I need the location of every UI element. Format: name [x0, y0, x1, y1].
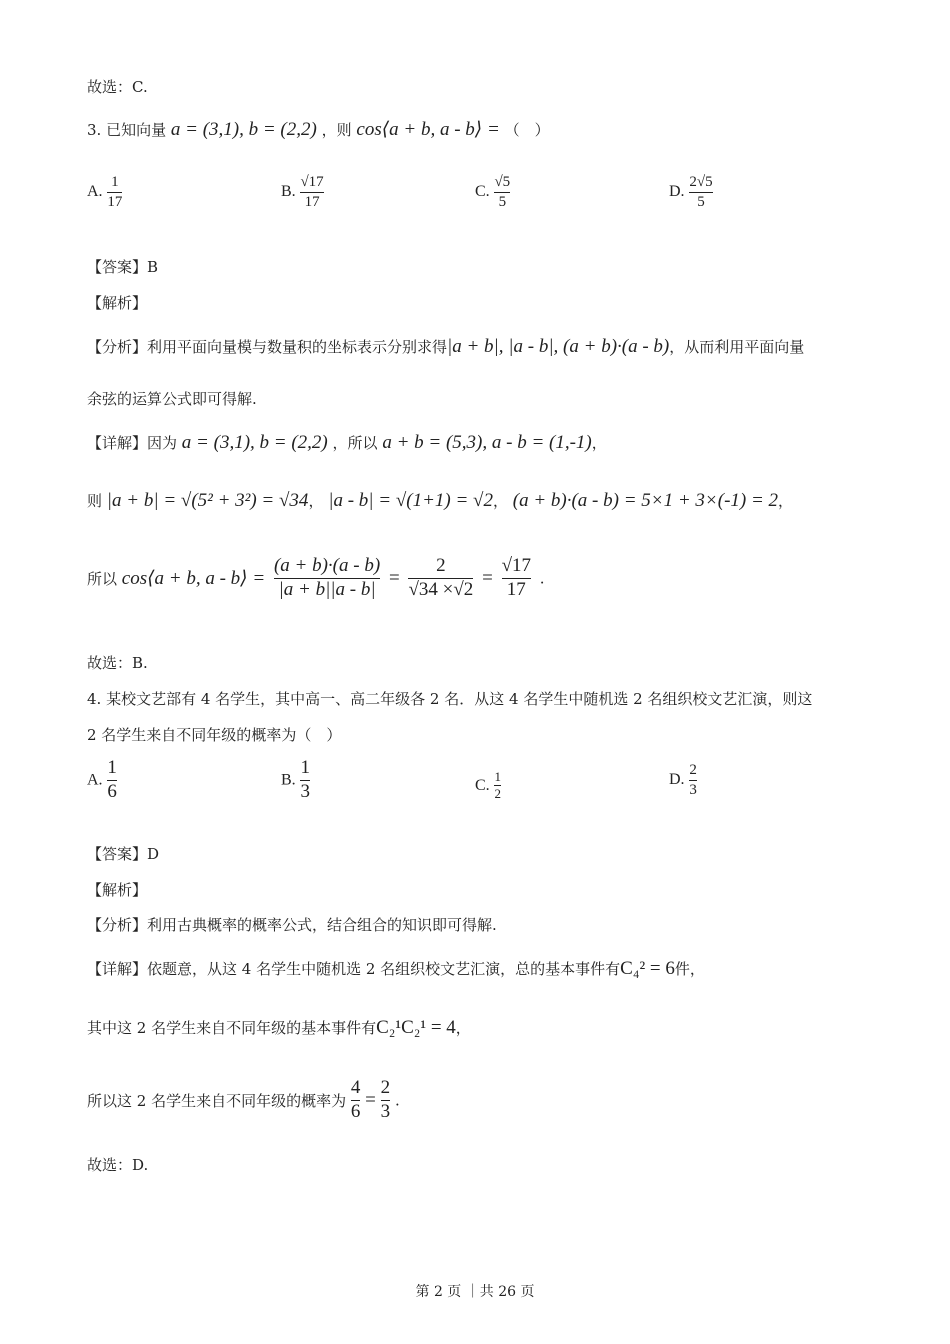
q4-c21: C₂¹C₂¹ = 4 — [376, 1017, 456, 1038]
q3-number: 3. 已知向量 — [87, 121, 167, 139]
q3-mod1: |a + b| = √(5² + 3²) = √34 — [106, 490, 309, 511]
option-fraction: $\frac{1}{17}$ — [107, 174, 123, 210]
q4-prob-frac1: $\frac{4}{6}$ — [350, 1077, 361, 1122]
q4-detail-text2: 件， — [674, 960, 705, 978]
q3-option-a — [87, 174, 122, 210]
q3-jiexi: 【解析】 — [87, 294, 148, 312]
q3-detail-text: 【详解】因为 — [87, 434, 178, 452]
q3-option-b — [281, 174, 324, 210]
option-fraction: $\frac{1}{6}$ — [107, 757, 117, 802]
q3-detail-sum: a + b = (5,3), a - b = (1,-1) — [382, 432, 592, 453]
q3-analysis-text: 【分析】利用平面向量模与数量积的坐标表示分别求得 — [87, 338, 448, 356]
page-footer: 第 2 页 ｜共 26 页 — [415, 1284, 535, 1300]
option-label: D. — [669, 771, 685, 788]
q4-prob-frac2: $\frac{2}{3}$ — [380, 1077, 391, 1122]
q3-paren: （ ） — [504, 121, 550, 139]
option-fraction: $\frac{1}{3}$ — [300, 757, 310, 802]
q3-cos-frac2: $\frac{2}{√34 \times√2}$ — [408, 555, 474, 600]
q3-mod2: |a - b| = √(1+1) = √2 — [328, 490, 493, 511]
q3-conclusion: 故选：B. — [87, 654, 148, 672]
q4-option-c — [475, 770, 501, 802]
q3-analysis-math: |a + b|, |a - b|, (a + b)·(a - b) — [447, 336, 670, 357]
q3-cos-expr: cos⟨a + b, a - b⟩ = — [356, 119, 500, 140]
q4-analysis: 【分析】利用古典概率的概率公式，结合组合的知识即可得解. — [87, 916, 497, 934]
q3-suoyi: 所以 — [87, 569, 118, 588]
option-fraction: $\frac{1}{2}$ — [494, 769, 501, 802]
q3-detail: 【详解】因为 a = (3,1), b = (2,2) ，所以 a + b = (5,3), a - b = (1,-1)， — [87, 432, 607, 453]
q3-detail-given: a = (3,1), b = (2,2) — [181, 432, 328, 453]
q4-conclusion: 故选：D. — [87, 1156, 149, 1174]
option-label: C. — [475, 183, 490, 200]
option-fraction: $\frac{2}{3}$ — [689, 762, 697, 798]
q4-favorable-text: 其中这 2 名学生来自不同年级的基本事件有 — [87, 1019, 377, 1037]
option-label: B. — [281, 771, 296, 789]
q3-dot: (a + b)·(a - b) = 5×1 + 3×(-1) = 2 — [512, 490, 779, 511]
q4-stem-1: 4. 某校文艺部有 4 名学生，其中高一、高二年级各 2 名．从这 4 名学生中随机选 2 名组织校文艺汇演，则这 — [87, 690, 813, 708]
q3-detail-text2: ，所以 — [332, 434, 378, 452]
option-fraction: $\frac{2√5}{5}$ — [689, 174, 713, 210]
q3-cos: 所以 cos⟨a + b, a - b⟩ = $\frac{(a + b)\cdot(a - b)}{|a + b||a - b|}$ = $\frac{2}{√34 \times√2}$ = $\frac{√17}{17}$ . — [87, 555, 545, 600]
q4-c42: C₄² = 6 — [620, 958, 675, 979]
q3-analysis-text2: ，从而利用平面向量 — [669, 338, 805, 356]
q3-option-d — [669, 174, 713, 210]
q4-option-a — [87, 758, 117, 803]
q3-analysis-cont: 余弦的运算公式即可得解. — [87, 390, 257, 408]
option-label: A. — [87, 183, 103, 200]
q3-cos-lhs: cos⟨a + b, a - b⟩ = — [121, 567, 266, 589]
q3-option-c — [475, 174, 510, 210]
q4-stem-2: 2 名学生来自不同年级的概率为（ ） — [87, 726, 342, 744]
q4-option-d — [669, 762, 697, 798]
q3-stem — [87, 118, 550, 141]
q3-modulus: 则 |a + b| = √(5² + 3²) = √34， |a - b| = √(1+1) = √2， (a + b)·(a - b) = 5×1 + 3×(-1) = 2， — [87, 490, 794, 511]
q4-detail-text: 【详解】依题意，从这 4 名学生中随机选 2 名组织校文艺汇演，总的基本事件有 — [87, 960, 621, 978]
option-fraction: $\frac{√17}{17}$ — [300, 174, 324, 210]
q4-detail — [87, 958, 705, 980]
q4-option-b — [281, 758, 310, 803]
q3-answer: 【答案】B — [87, 258, 159, 276]
option-fraction: $\frac{√5}{5}$ — [494, 174, 511, 210]
option-label: D. — [669, 183, 685, 200]
option-label: B. — [281, 183, 296, 200]
option-label: C. — [475, 776, 490, 794]
q4-answer: 【答案】D — [87, 845, 160, 863]
option-label: A. — [87, 771, 103, 789]
q4-jiexi: 【解析】 — [87, 881, 148, 899]
q4-prob-text: 所以这 2 名学生来自不同年级的概率为 — [87, 1091, 347, 1110]
q4-favorable: 其中这 2 名学生来自不同年级的基本事件有C₂¹C₂¹ = 4， — [87, 1017, 471, 1038]
q3-ze: ，则 — [321, 121, 352, 139]
conclusion-prev: 故选：C. — [87, 78, 148, 96]
q3-ze-text: 则 — [87, 492, 103, 510]
q3-vectors: a = (3,1), b = (2,2) — [170, 119, 317, 140]
q3-analysis — [87, 336, 804, 358]
q3-cos-frac1: $\frac{(a + b)\cdot(a - b)}{|a + b||a - b|}$ — [273, 555, 381, 600]
q4-prob: 所以这 2 名学生来自不同年级的概率为 $\frac{4}{6}$ = $\frac{2}{3}$ . — [87, 1077, 400, 1122]
q3-cos-frac3: $\frac{√17}{17}$ — [501, 555, 531, 600]
